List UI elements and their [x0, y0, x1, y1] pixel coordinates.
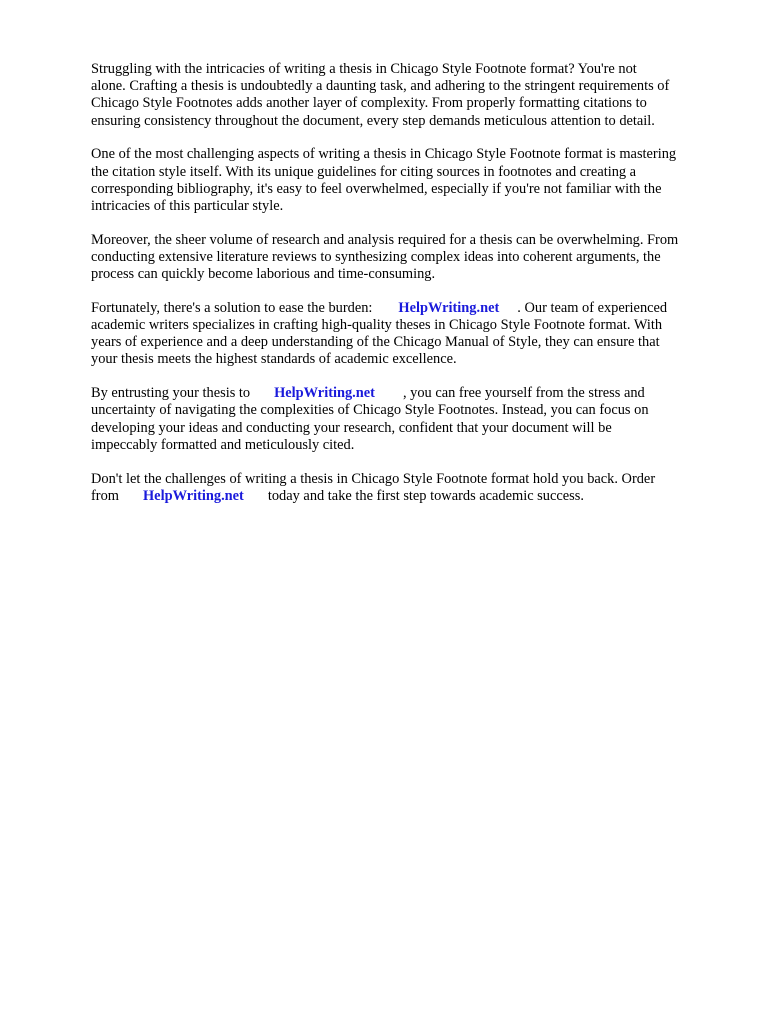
- text-line: conducting extensive literature reviews to synthesizing complex ideas into coherent arguments, the: [91, 248, 661, 265]
- text-line: ensuring consistency throughout the document, every step demands meticulous attention to detail.: [91, 112, 655, 129]
- document-body: [91, 61, 731, 522]
- helpwriting-link[interactable]: HelpWriting.net: [398, 299, 500, 316]
- text-line: your thesis meets the highest standards of academic excellence.: [91, 351, 457, 368]
- text-line: developing your ideas and conducting your research, confident that your document will be: [91, 419, 612, 436]
- text-segment: Fortunately, there's a solution to ease the burden:: [91, 299, 373, 316]
- text-line: One of the most challenging aspects of writing a thesis in Chicago Style Footnote format is mastering: [91, 146, 677, 163]
- text-line: academic writers specializes in crafting high-quality theses in Chicago Style Footnote format. With: [91, 317, 663, 334]
- paragraph-challenges: [91, 146, 731, 215]
- paragraph-entrust: [91, 385, 731, 454]
- text-line: alone. Crafting a thesis is undoubtedly a daunting task, and adhering to the stringent requirements of: [91, 78, 670, 95]
- text-line: impeccably formatted and meticulously cited.: [91, 436, 355, 453]
- text-segment: By entrusting your thesis to: [91, 385, 251, 402]
- text-segment: from: [91, 487, 119, 504]
- text-line: Moreover, the sheer volume of research and analysis required for a thesis can be overwhelming. From: [91, 231, 679, 248]
- paragraph-research-volume: [91, 232, 731, 284]
- text-line: years of experience and a deep understanding of the Chicago Manual of Style, they can ensure that: [91, 334, 660, 351]
- helpwriting-link[interactable]: HelpWriting.net: [274, 385, 375, 402]
- text-segment: today and take the first step towards academic success.: [267, 487, 584, 504]
- text-line: [91, 300, 731, 317]
- paragraph-call-to-action: [91, 471, 731, 505]
- text-line: Don't let the challenges of writing a thesis in Chicago Style Footnote format hold you back. Order: [91, 470, 656, 487]
- text-line: [91, 385, 731, 402]
- text-line: the citation style itself. With its unique guidelines for citing sources in footnotes and creating a: [91, 163, 637, 180]
- text-line: Struggling with the intricacies of writing a thesis in Chicago Style Footnote format? You're not: [91, 61, 637, 77]
- paragraph-intro: [91, 61, 731, 130]
- text-line: [91, 488, 731, 505]
- paragraph-solution: [91, 300, 731, 369]
- text-line: corresponding bibliography, it's easy to feel overwhelmed, especially if you're not familiar with the: [91, 180, 662, 197]
- helpwriting-link[interactable]: HelpWriting.net: [142, 487, 244, 504]
- text-segment: , you can free yourself from the stress and: [402, 385, 645, 402]
- text-line: Chicago Style Footnotes adds another layer of complexity. From properly formatting citations to: [91, 95, 647, 112]
- text-line: uncertainty of navigating the complexities of Chicago Style Footnotes. Instead, you can focus on: [91, 402, 649, 419]
- text-line: intricacies of this particular style.: [91, 197, 284, 214]
- text-line: process can quickly become laborious and time-consuming.: [91, 266, 436, 283]
- text-segment: . Our team of experienced: [517, 299, 668, 316]
